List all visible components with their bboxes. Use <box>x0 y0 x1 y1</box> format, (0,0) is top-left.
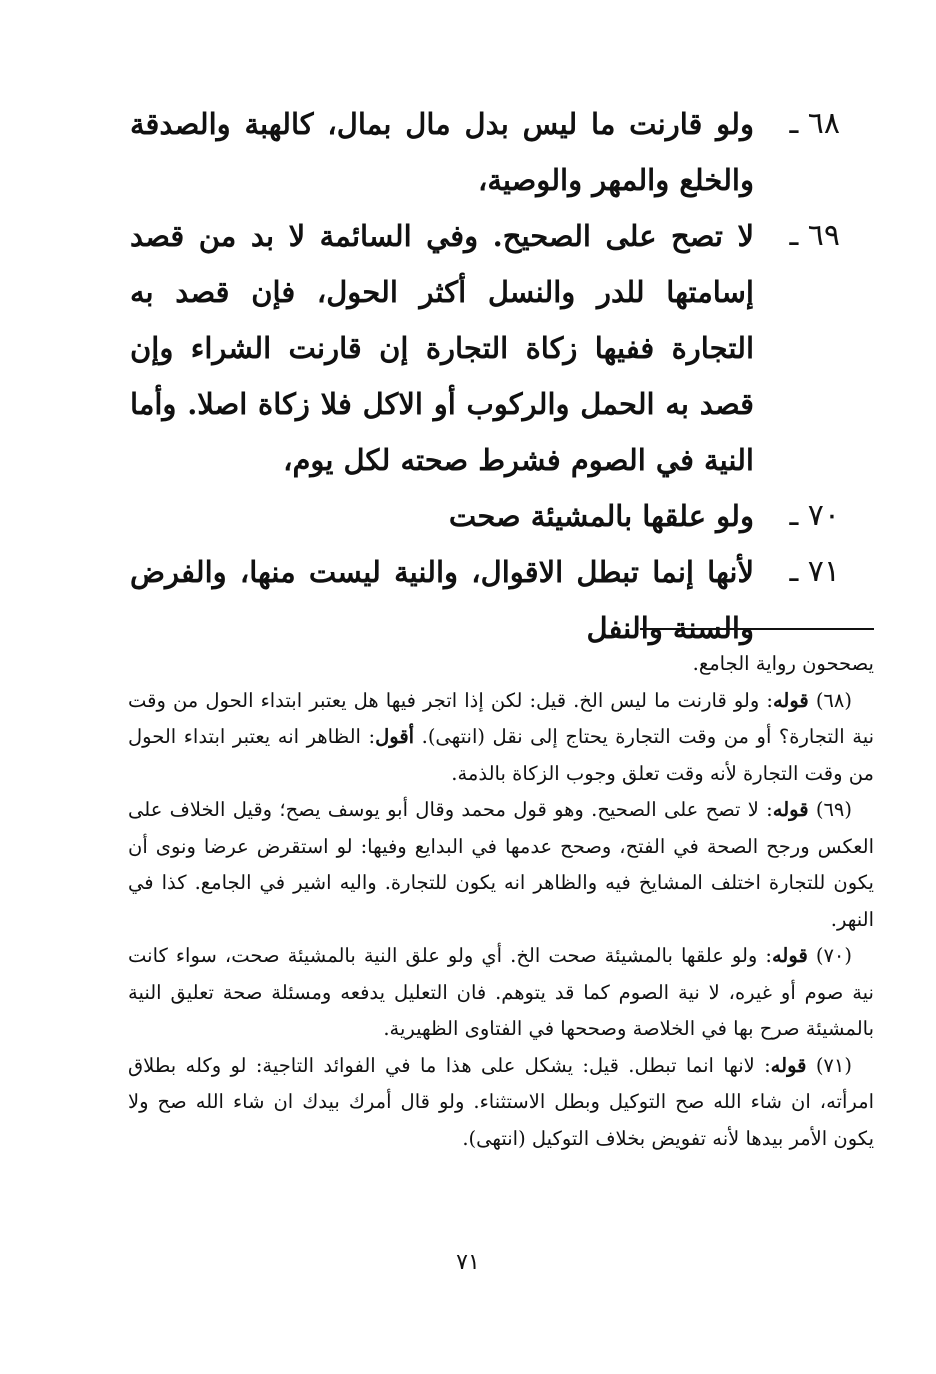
entry-number: ٧٠ ـ <box>789 498 840 533</box>
footnote-ref: (٦٩) <box>815 798 852 821</box>
footnote-71 <box>128 1048 874 1158</box>
footnote-69 <box>128 792 874 938</box>
footnote-label-aqul: أقول <box>375 725 415 748</box>
entry-number: ٦٩ ـ <box>789 218 840 253</box>
footnote-text-2: : الظاهر انه يعتبر ابتداء الحول من وقت التجارة لأنه وقت تعلق وجوب الزكاة بالذمة. <box>128 725 874 785</box>
entry-text: لأنها إنما تبطل الاقوال، والنية ليست منها، والفرض والسنة والنفل <box>130 555 754 645</box>
entry-text: ولو علقها بالمشيئة صحت <box>448 499 754 533</box>
entry-71 <box>130 544 840 656</box>
page-number: ٧١ <box>456 1250 480 1275</box>
footnotes <box>128 646 874 1157</box>
entry-number: ٦٨ ـ <box>789 106 840 141</box>
footnote-label: قوله <box>770 1053 807 1077</box>
footnote-label: قوله <box>771 944 808 967</box>
entry-68 <box>130 96 840 208</box>
footnote-ref: (٧١) <box>815 1053 852 1077</box>
entry-69 <box>130 208 840 488</box>
footnote-70 <box>128 938 874 1048</box>
footnote-ref: (٧٠) <box>815 944 852 967</box>
entry-text: لا تصح على الصحيح. وفي السائمة لا بد من قصد إسامتها للدر والنسل أكثر الحول، فإن قصد به التجارة ففيها زكاة التجارة إن قارنت الشراء وإن قصد به الحمل والركوب أو الاكل فلا زكاة اصلا. وأما النية في الصوم فشرط صحته لكل يوم، <box>130 219 754 477</box>
footnote-label: قوله <box>772 688 809 712</box>
footnote-label: قوله <box>772 798 809 821</box>
entry-text: ولو قارنت ما ليس بدل مال بمال، كالهبة والصدقة والخلع والمهر والوصية، <box>130 107 754 197</box>
footnote-68 <box>128 683 874 793</box>
footnote-text: : ولو قارنت ما ليس الخ. قيل: لكن إذا اتجر فيها هل يعتبر ابتداء الحول من وقت نية التجارة؟ أو من وقت التجارة يحتاج إلى نقل (انتهى). <box>128 688 875 748</box>
footnote-divider <box>640 628 874 630</box>
footnote-text: : ولو علقها بالمشيئة صحت الخ. أي ولو علق النية بالمشيئة صحت، سواء كانت نية صوم أو غيره، لا نية الصوم كما قد يتوهم. فان التعليل يدفعه ومسئلة صحة تعليق النية بالمشيئة صرح بها في الخلاصة وصححها في الفتاوى الظهيرية. <box>128 944 874 1040</box>
footnote-text: : لا تصح على الصحيح. وهو قول محمد وقال أبو يوسف يصح؛ وقيل الخلاف على العكس ورجح الصحة في الفتح، وصحح عدمها في البدايع وفيها: لو استقرض عرضا ونوى أن يكون للتجارة اختلف المشايخ فيه والظاهر انه يكون للتجارة. واليه اشير في الجامع. كذا في النهر. <box>128 798 874 931</box>
entry-70 <box>130 488 840 544</box>
footnote-ref: (٦٨) <box>815 688 852 712</box>
main-text <box>130 96 840 656</box>
entry-number: ٧١ ـ <box>789 554 840 589</box>
footnote-text: : لانها انما تبطل. قيل: يشكل على هذا ما في الفوائد التاجية: لو وكله بطلاق امرأته، ان شاء الله صح التوكيل وبطل الاستثناء. ولو قال أمرك بيدك ان شاء الله صح ولا يكون الأمر بيدها لأنه تفويض بخلاف التوكيل (انتهى). <box>128 1053 874 1150</box>
footnote-carryover: يصححون رواية الجامع. <box>692 652 874 675</box>
